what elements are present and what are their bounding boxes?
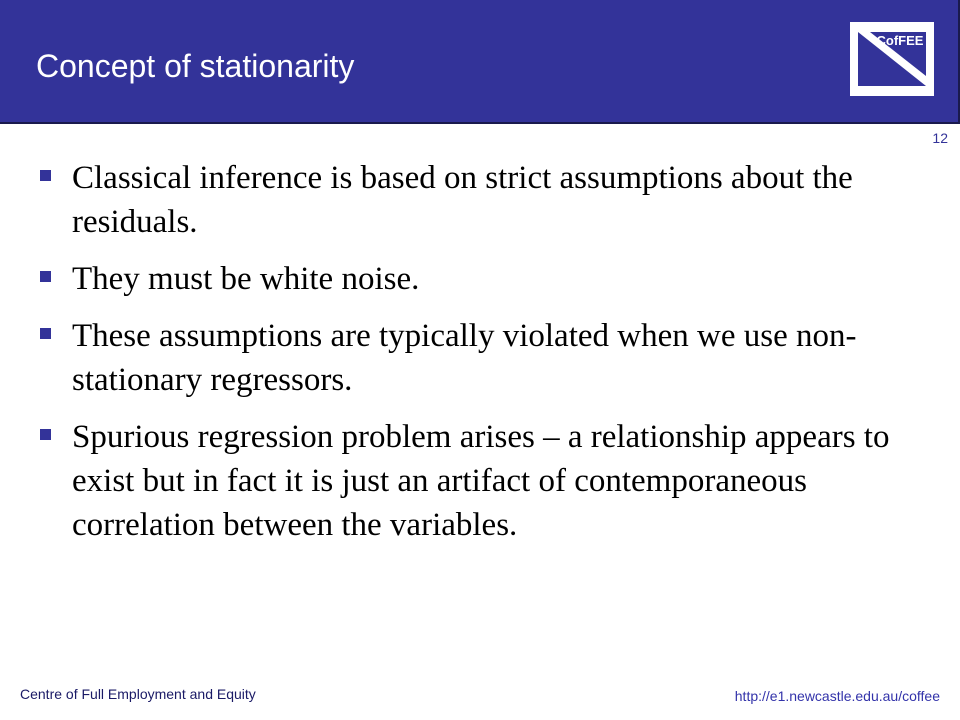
- bullet-item: [36, 314, 916, 402]
- square-bullet-icon: [40, 328, 51, 339]
- logo-text: CofFEE: [876, 33, 924, 48]
- bullet-text: Classical inference is based on strict assumptions about the residuals.: [72, 160, 853, 240]
- footer-organization: Centre of Full Employment and Equity: [20, 686, 256, 702]
- square-bullet-icon: [40, 429, 51, 440]
- footer-url[interactable]: http://e1.newcastle.edu.au/coffee: [734, 688, 940, 704]
- square-bullet-icon: [40, 170, 51, 181]
- bullet-item: [36, 257, 916, 301]
- bullet-item: [36, 156, 916, 244]
- bullet-list: [36, 156, 916, 560]
- header-bar: [0, 0, 960, 124]
- slide-title: Concept of stationarity: [36, 48, 355, 84]
- bullet-text: These assumptions are typically violated when we use non-stationary regressors.: [72, 318, 857, 398]
- slide-number: 12: [932, 130, 948, 146]
- bullet-item: [36, 415, 916, 547]
- square-bullet-icon: [40, 271, 51, 282]
- coffee-logo: [850, 22, 934, 96]
- bullet-text: They must be white noise.: [72, 261, 420, 297]
- bullet-text: Spurious regression problem arises – a relationship appears to exist but in fact it is just an artifact of contemporaneous correlation between the variables.: [72, 419, 890, 543]
